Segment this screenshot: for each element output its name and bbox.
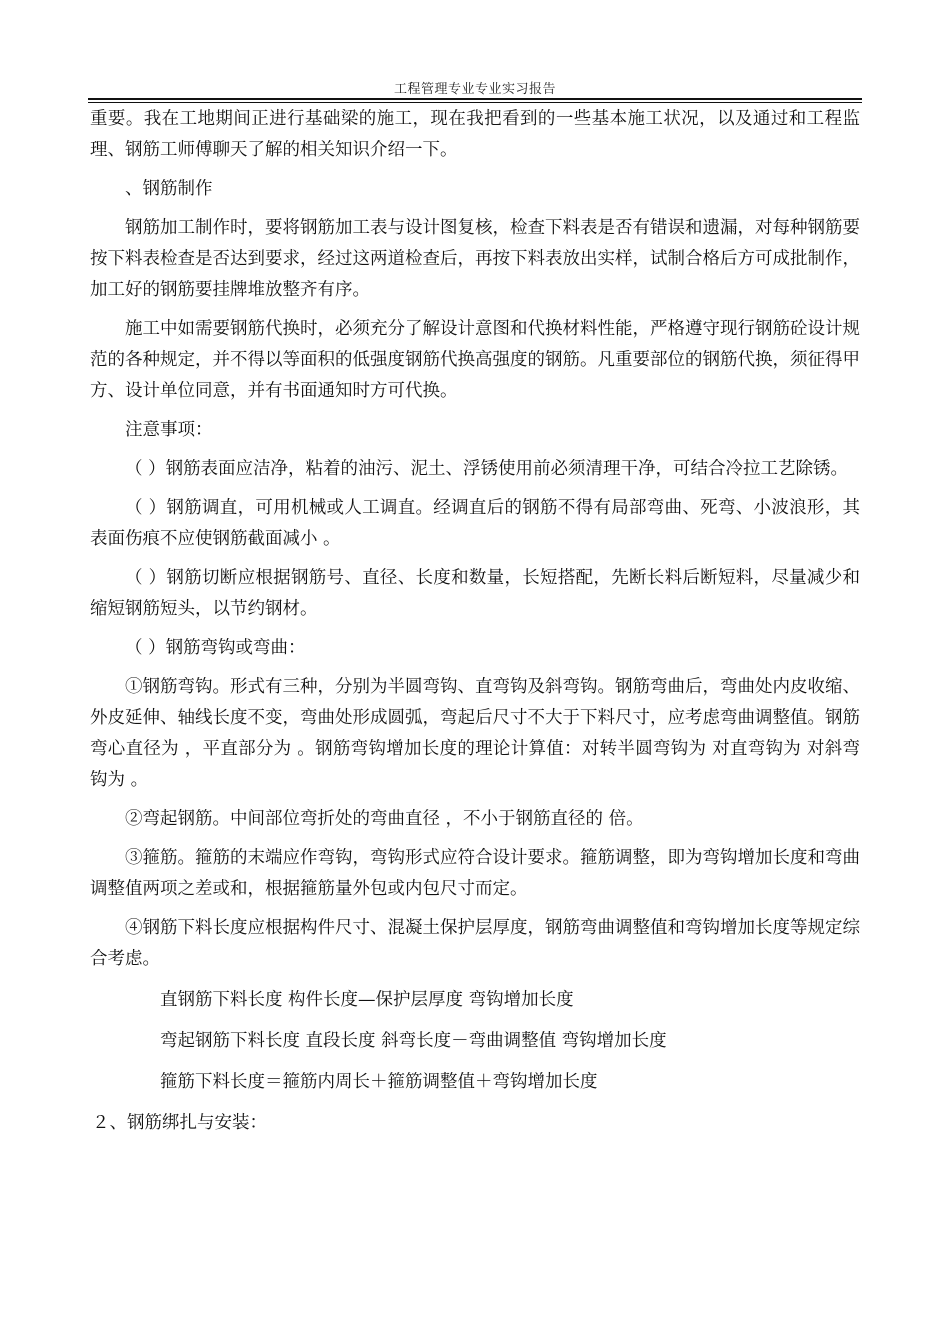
note-1: （ ）钢筋表面应洁净，粘着的油污、泥土、浮锈使用前必须清理干净，可结合冷拉工艺除锈。 (125, 459, 849, 479)
header-rule-thick (88, 98, 862, 100)
paragraph-fabrication-2: 施工中如需要钢筋代换时，必须充分了解设计意图和代换材料性能，严格遵守现行钢筋砼设计规范的各种规定，并不得以等面积的低强度钢筋代换高强度的钢筋。凡重要部位的钢筋代换，须征得甲方、设计单位同意，并有书面通知时方可代换。 (90, 319, 860, 401)
note-2: （ ）钢筋调直，可用机械或人工调直。经调直后的钢筋不得有局部弯曲、死弯、小波浪形，其表面伤痕不应使钢筋截面减小 。 (90, 498, 860, 549)
heading-fabrication: 、钢筋制作 (125, 179, 213, 199)
formula-stirrup: 箍筋下料长度＝箍筋内周长＋箍筋调整值＋弯钩增加长度 (160, 1072, 598, 1092)
section-heading-binding: ２、钢筋绑扎与安装： (92, 1113, 267, 1133)
header-rule-thin (88, 102, 862, 103)
item-bent-bar: ②弯起钢筋。中间部位弯折处的弯曲直径 ，不小于钢筋直径的 倍。 (125, 809, 644, 829)
formula-straight-bar: 直钢筋下料长度 构件长度—保护层厚度 弯钩增加长度 (160, 990, 574, 1010)
item-cutting-length: ④钢筋下料长度应根据构件尺寸、混凝土保护层厚度，钢筋弯曲调整值和弯钩增加长度等规定综合考虑。 (90, 918, 860, 969)
paragraph-fabrication-1: 钢筋加工制作时，要将钢筋加工表与设计图复核，检查下料表是否有错误和遗漏，对每种钢筋要按下料表检查是否达到要求，经过这两道检查后，再按下料表放出实样，试制合格后方可成批制作，加工好的钢筋要挂牌堆放整齐有序。 (90, 218, 860, 300)
formula-bent-bar: 弯起钢筋下料长度 直段长度 斜弯长度－弯曲调整值 弯钩增加长度 (160, 1031, 667, 1051)
note-3: （ ）钢筋切断应根据钢筋号、直径、长度和数量，长短搭配，先断长料后断短料，尽量减少和缩短钢筋短头，以节约钢材。 (90, 568, 860, 619)
notes-title: 注意事项： (125, 420, 213, 440)
item-hook: ①钢筋弯钩。形式有三种，分别为半圆弯钩、直弯钩及斜弯钩。钢筋弯曲后，弯曲处内皮收缩、外皮延伸、轴线长度不变，弯曲处形成圆弧，弯起后尺寸不大于下料尺寸，应考虑弯曲调整值。钢筋弯心直径为 ，平直部分为 。钢筋弯钩增加长度的理论计算值：对转半圆弯钩为 对直弯钩为 对斜弯钩为 。 (90, 677, 860, 790)
paragraph-intro: 重要。我在工地期间正进行基础梁的施工，现在我把看到的一些基本施工状况，以及通过和工程监理、钢筋工师傅聊天了解的相关知识介绍一下。 (90, 109, 860, 160)
document-body (90, 104, 860, 1139)
note-4: （ ）钢筋弯钩或弯曲： (125, 638, 306, 658)
item-stirrup: ③箍筋。箍筋的末端应作弯钩，弯钩形式应符合设计要求。箍筋调整，即为弯钩增加长度和弯曲调整值两项之差或和，根据箍筋量外包或内包尺寸而定。 (90, 848, 860, 899)
running-header: 工程管理专业专业实习报告 (393, 82, 556, 97)
